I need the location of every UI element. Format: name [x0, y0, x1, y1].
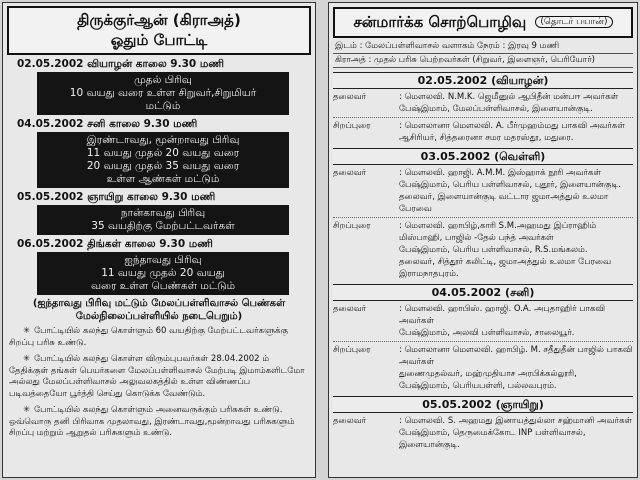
event-category-box	[37, 252, 289, 295]
event-line: மட்டும்	[145, 100, 181, 112]
speaker-line: துணைமுதல்வர், மஹ்முதியாச அரபிக்கல்லூரி,	[399, 369, 577, 379]
speaker-row	[333, 415, 633, 451]
event-line: வரை உள்ள பெண்கள் மட்டும்	[90, 280, 236, 292]
event-line: இரண்டாவது, மூன்றாவது பிரிவு	[86, 134, 240, 146]
speaker-row	[333, 91, 633, 115]
event-line: நான்காவது பிரிவு	[120, 207, 206, 219]
divider	[333, 341, 633, 342]
speaker-line: பேஷ்இமாம், பெரிய பள்ளிவாசல், புதூர், இளையான்குடி.	[399, 180, 621, 190]
event-category-box	[37, 72, 289, 115]
speaker-line: தலைவர், இளையான்குடி வட்டார ஜமாஅத்துல் உலமா பேரவை	[399, 192, 609, 214]
quran-competition-panel	[2, 2, 316, 478]
speaker-line: : மௌலவி. N.M.K. ஜெமீனுல் ஆபிதீன் மன்பஈ அவர்கள்	[399, 92, 619, 102]
speaker-line: : மௌலவி. ஹாஜி. A.M.M. இஸ்ஹாக் நூரி அவர்கள்	[399, 168, 602, 178]
speaker-row	[333, 120, 633, 144]
event-4	[9, 237, 309, 295]
event-line: 35 வயதிற்கு மேற்பட்டவர்கள்	[91, 220, 235, 232]
speaker-details	[399, 220, 633, 280]
event-date: 02.05.2002 வியாழன் காலை 9.30 மணி	[17, 58, 224, 70]
event-line: ஐந்தாவது பிரிவு	[124, 254, 202, 266]
bullet-icon: ✳	[23, 354, 31, 364]
day-heading: 02.05.2002 (வியாழன்)	[333, 72, 633, 89]
speaker-line: பேஷ்இமாம், பெரியபள்ளி, பல்லவபுரம்.	[399, 381, 557, 391]
speaker-line: : மௌலவி. ஹாபிழ்,காரி S.M.அஹமது இப்ராஹிம்	[399, 221, 597, 231]
event-line: 11 வயது முதல் 20 வயது வரை	[86, 147, 240, 159]
speaker-line: பேஷ்இமாம், தெருமைக்கோட INP பள்ளிவாசல்,	[399, 428, 586, 438]
event-line: உள்ள ஆண்கள் மட்டும்	[106, 173, 220, 185]
competition-title: திருக்குர்ஆன் (கிராஅத்)	[77, 11, 241, 29]
event-category-box	[37, 205, 289, 235]
venue-note-line: மேல்நிலைப்பள்ளியில் நடைபெறும்)	[75, 311, 243, 322]
event-line: 11 வயது முதல் 20 வயது	[101, 267, 225, 279]
role-label: சிறப்புரை	[333, 345, 371, 355]
speaker-details	[399, 303, 633, 339]
speaker-details	[399, 344, 633, 392]
day-section	[329, 72, 637, 144]
event-category-box	[37, 132, 289, 188]
day-section	[329, 396, 637, 451]
day-heading: 03.05.2002 (வெள்ளி)	[333, 148, 633, 165]
speaker-line: : மௌலவி. ஹாபிஸ். ஹாஜி. O.A. அபுதாஹிர் பாகவி அவர்கள்	[399, 304, 606, 326]
speaker-line: பேஷ்இமாம், அலவி பள்ளிவாசல், சாலையூர்.	[399, 328, 575, 338]
event-date: 05.05.2002 ஞாயிறு காலை 9.30 மணி	[17, 191, 216, 203]
paragraph-text: போட்டியில் கலந்து கொள்ளும் 60 வயதிற்கு மேற்பட்டவர்களுக்கு சிறப்பு பரிசு உண்டு.	[9, 326, 288, 348]
speaker-details	[399, 415, 633, 451]
event-line: 20 வயது முதல் 35 வயது வரை	[86, 160, 240, 172]
lecture-series-panel	[328, 2, 638, 478]
role-label: தலைவர்	[333, 416, 367, 426]
paragraph-text: போட்டியில் கலந்து கொள்ளும் அனைவருக்கும் பரிசுகள் உண்டு. ஒவ்வொரு தனி பிரிவாக முதலாவது, இரண்டாவது,மூன்றாவது பரிசுகளும் சிறப்பு மற்றும் ஆறுதல் பரிசுகளும் உண்டு.	[9, 405, 295, 438]
lecture-heading-tag: (தொடர் பயான்)	[535, 16, 612, 28]
venue-note-line: (ஐந்தாவது பிரிவு மட்டும் மேலப்பள்ளிவாசல் பெண்கள்	[32, 298, 286, 309]
speaker-line: தலைவர், சித்தூர் கலிட்டி, ஜமாஅத்துல் உலமா பேரவை இராமநாதபுரம்.	[399, 257, 612, 279]
info-paragraph	[9, 405, 309, 440]
speaker-details	[399, 91, 633, 115]
role-label: சிறப்புரை	[333, 221, 371, 231]
info-paragraph	[9, 354, 309, 400]
event-2	[9, 117, 309, 188]
bullet-icon: ✳	[23, 326, 31, 336]
competition-subtitle: ஓதும் போட்டி	[110, 31, 208, 49]
speaker-row	[333, 344, 633, 392]
event-3	[9, 190, 309, 235]
speaker-row	[333, 167, 633, 215]
day-heading: 05.05.2002 (ஞாயிறு)	[333, 396, 633, 413]
lecture-heading: சன்மார்க்க சொற்பொழிவு	[353, 13, 527, 31]
day-heading: 04.05.2002 (சனி)	[333, 284, 633, 301]
role-label: தலைவர்	[333, 304, 367, 314]
role-label: தலைவர்	[333, 92, 367, 102]
speaker-details	[399, 120, 633, 144]
speaker-details	[399, 167, 633, 215]
venue-time-info: இடம் : மேலப்பள்ளிவாசல் வளாகம் நேரம் : இரவு 9 மணி	[335, 41, 560, 51]
speaker-line: இளையான்குடி.	[399, 440, 460, 450]
event-date: 04.05.2002 சனி காலை 9.30 மணி	[17, 118, 198, 130]
divider	[333, 117, 633, 118]
speaker-line: மிஸ்பாஹி, பாஜில் -தேல் பந்த் அவர்கள்	[399, 233, 554, 243]
divider	[333, 217, 633, 218]
speaker-line: : மௌலானா மௌலவி. A. பீர்முஹம்மது பாகவி அவர்கள்	[399, 121, 625, 131]
day-section	[329, 148, 637, 280]
day-section	[329, 284, 637, 392]
speaker-line: : மௌலானா மௌலவி. ஹாபிழ். M. சதீதுதீன் பாஜில் பாகவி அவர்கள்	[399, 345, 633, 367]
event-line: 10 வயது வரை உள்ள சிறுவர்,சிறுமியர்	[69, 87, 257, 99]
speaker-line: : மௌலவி. S. அஹமது இனாயத்துல்லா சஹ்மானி அவர்கள்	[399, 416, 633, 426]
competition-title-box	[7, 6, 311, 55]
speaker-line: பேஷ்இமாம், மேலப்பள்ளிவாசல், இளையான்குடி.	[399, 104, 593, 114]
speaker-row	[333, 303, 633, 339]
venue-note	[7, 297, 311, 323]
lecture-heading-box	[333, 7, 633, 38]
event-line: முதல் பிரிவு	[134, 74, 192, 86]
qiraat-info: கிராஅத் : முதல் பரிசு பெற்றவர்கள் (சிறுவர், இளைஞர், பெரியோர்)	[333, 53, 633, 68]
info-paragraph	[9, 326, 309, 349]
speaker-line: பேஷ்இமாம், பெரிய பள்ளிவாசல், R.S.மங்கலம்.	[399, 245, 588, 255]
event-date: 06.05.2002 திங்கள் காலை 9.30 மணி	[17, 238, 213, 250]
bullet-icon: ✳	[23, 405, 31, 415]
event-1	[9, 57, 309, 115]
paragraph-text: போட்டியில் கலந்து கொள்ள விரும்புபவர்கள் 28.04.2002 ம் தேதிக்குள் தங்கள் பெயர்களை மேலப்பள்ளிவாசல் மேற்படி இமாம்களிடமோ அல்லது மேலப்பள்ளிவாசல் அலுவலகத்தில் உள்ள விண்ணப்ப படிவத்தையோ பூர்த்தி செய்து கொடுக்க வேண்டும்.	[9, 354, 305, 399]
speaker-line: ஆசிரியர், சித்தரைனா சமர மதரஸ்தூ, மதுரை.	[399, 133, 574, 143]
role-label: சிறப்புரை	[333, 121, 371, 131]
speaker-row	[333, 220, 633, 280]
role-label: தலைவர்	[333, 168, 367, 178]
